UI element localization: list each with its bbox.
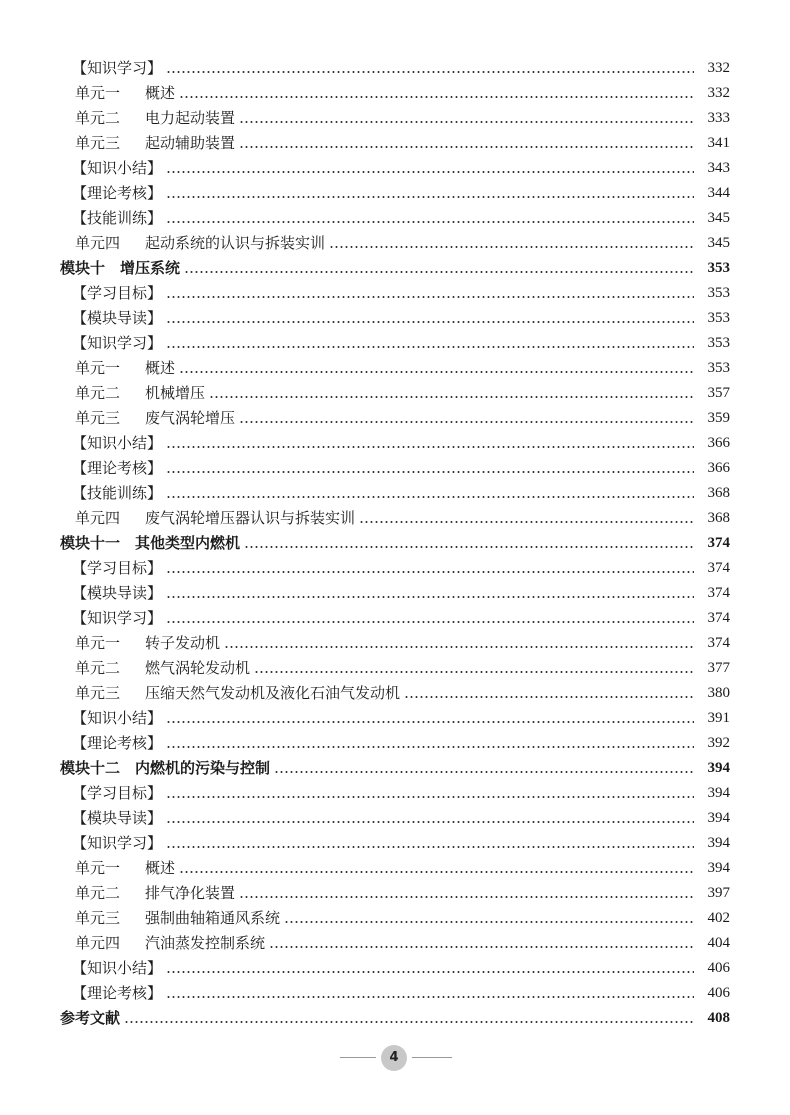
toc-entry-title: 【理论考核】: [72, 459, 163, 477]
dot-leader: [184, 271, 694, 273]
dot-leader: [179, 871, 694, 873]
toc-entry-title: 【学习目标】: [72, 559, 163, 577]
toc-unit-label: 单元三: [75, 134, 121, 152]
toc-page-number: 380: [707, 685, 730, 701]
dot-leader: [166, 571, 694, 573]
toc-entry: [0, 331, 790, 356]
toc-unit-label: 单元二: [75, 384, 121, 402]
toc-page-number: 402: [707, 910, 730, 926]
toc-entry-title: 【知识小结】: [72, 434, 163, 452]
dot-leader: [166, 621, 694, 623]
dot-leader: [166, 746, 694, 748]
toc-unit-title: 强制曲轴箱通风系统: [145, 909, 281, 927]
toc-entry-title: [75, 231, 325, 256]
toc-entry-title: [75, 681, 400, 706]
toc-entry: [0, 781, 790, 806]
toc-entry-title: 【理论考核】: [72, 734, 163, 752]
toc-page-number: 343: [707, 160, 730, 176]
toc-entry: [0, 856, 790, 881]
dot-leader: [166, 796, 694, 798]
toc-entry-title: [75, 631, 220, 656]
toc-entry-title: 【理论考核】: [72, 184, 163, 202]
toc-unit-title: 汽油蒸发控制系统: [145, 934, 266, 952]
toc-page-number: 408: [707, 1010, 730, 1026]
dot-leader: [166, 296, 694, 298]
toc-page-number: 366: [707, 460, 730, 476]
toc-page-number: 406: [707, 985, 730, 1001]
table-of-contents: [0, 56, 790, 1031]
dot-leader: [239, 146, 694, 148]
toc-entry-title: [75, 931, 265, 956]
toc-unit-label: 单元四: [75, 509, 121, 527]
dot-leader: [166, 196, 694, 198]
toc-unit-title: 电力起动装置: [145, 109, 236, 127]
toc-entry: [0, 131, 790, 156]
toc-entry: [0, 106, 790, 131]
toc-unit-title: 压缩天然气发动机及液化石油气发动机: [145, 684, 401, 702]
toc-entry-title: 【知识学习】: [72, 609, 163, 627]
toc-entry-title: [75, 881, 235, 906]
toc-entry: [0, 81, 790, 106]
toc-entry-title: [75, 106, 235, 131]
dot-leader: [166, 496, 694, 498]
toc-entry-title: 模块十一 其他类型内燃机: [60, 534, 241, 552]
toc-page-number: 368: [707, 485, 730, 501]
footer-rule-left: [340, 1057, 376, 1058]
toc-entry: [0, 56, 790, 81]
dot-leader: [269, 946, 694, 948]
toc-entry-title: 【理论考核】: [72, 984, 163, 1002]
toc-entry: [0, 156, 790, 181]
dot-leader: [239, 896, 694, 898]
toc-page-number: 391: [707, 710, 730, 726]
toc-entry-title: [75, 406, 235, 431]
toc-entry-title: 【模块导读】: [72, 584, 163, 602]
toc-page-number: 374: [707, 610, 730, 626]
toc-unit-title: 转子发动机: [145, 634, 221, 652]
toc-entry: [0, 606, 790, 631]
toc-entry: [0, 281, 790, 306]
toc-entry-title: 模块十 增压系统: [60, 259, 181, 277]
toc-entry: [0, 931, 790, 956]
toc-unit-label: 单元四: [75, 934, 121, 952]
toc-page-number: 359: [707, 410, 730, 426]
toc-entry-title: [75, 381, 205, 406]
toc-entry: [0, 956, 790, 981]
dot-leader: [166, 221, 694, 223]
toc-unit-label: 单元一: [75, 634, 121, 652]
dot-leader: [254, 671, 694, 673]
toc-page-number: 333: [707, 110, 730, 126]
toc-unit-label: 单元一: [75, 859, 121, 877]
dot-leader: [274, 771, 694, 773]
toc-unit-title: 废气涡轮增压器认识与拆装实训: [145, 509, 356, 527]
toc-entry-title: 【知识小结】: [72, 159, 163, 177]
toc-unit-title: 概述: [145, 84, 176, 102]
dot-leader: [224, 646, 694, 648]
toc-page-number: 394: [707, 810, 730, 826]
toc-entry-title: [75, 356, 175, 381]
toc-entry: [0, 556, 790, 581]
toc-entry: [0, 806, 790, 831]
toc-entry: [0, 631, 790, 656]
dot-leader: [284, 921, 694, 923]
toc-page-number: 374: [707, 535, 730, 551]
toc-entry: [0, 306, 790, 331]
toc-module-entry: [0, 256, 790, 281]
toc-page-number: 341: [707, 135, 730, 151]
toc-unit-label: 单元三: [75, 909, 121, 927]
toc-page-number: 374: [707, 635, 730, 651]
toc-entry: [0, 406, 790, 431]
toc-page-number: 353: [707, 360, 730, 376]
toc-entry: [0, 681, 790, 706]
toc-unit-title: 起动辅助装置: [145, 134, 236, 152]
toc-entry: [0, 206, 790, 231]
dot-leader: [244, 546, 694, 548]
dot-leader: [166, 471, 694, 473]
toc-entry: [0, 431, 790, 456]
dot-leader: [329, 246, 694, 248]
toc-module-entry: [0, 1006, 790, 1031]
toc-page-number: 332: [707, 60, 730, 76]
dot-leader: [166, 821, 694, 823]
toc-page-number: 345: [707, 235, 730, 251]
toc-unit-label: 单元二: [75, 109, 121, 127]
toc-entry-title: 【学习目标】: [72, 284, 163, 302]
toc-entry: [0, 831, 790, 856]
toc-unit-title: 废气涡轮增压: [145, 409, 236, 427]
toc-page-number: 345: [707, 210, 730, 226]
toc-entry-title: [75, 131, 235, 156]
toc-module-entry: [0, 756, 790, 781]
toc-unit-title: 概述: [145, 859, 176, 877]
toc-entry-title: [75, 506, 355, 531]
toc-entry-title: [75, 906, 280, 931]
dot-leader: [239, 121, 694, 123]
toc-entry-title: 【学习目标】: [72, 784, 163, 802]
toc-entry-title: [75, 656, 250, 681]
toc-unit-title: 起动系统的认识与拆装实训: [145, 234, 326, 252]
toc-entry: [0, 581, 790, 606]
toc-page-number: 353: [707, 335, 730, 351]
dot-leader: [166, 971, 694, 973]
toc-page-number: 374: [707, 560, 730, 576]
toc-entry-title: 【知识小结】: [72, 709, 163, 727]
toc-entry: [0, 731, 790, 756]
dot-leader: [166, 346, 694, 348]
toc-page-number: 394: [707, 760, 730, 776]
toc-unit-title: 概述: [145, 359, 176, 377]
toc-entry-title: 模块十二 内燃机的污染与控制: [60, 759, 271, 777]
toc-page-number: 377: [707, 660, 730, 676]
toc-entry-title: 【知识小结】: [72, 959, 163, 977]
toc-unit-label: 单元一: [75, 359, 121, 377]
toc-entry-title: 【知识学习】: [72, 334, 163, 352]
dot-leader: [359, 521, 694, 523]
dot-leader: [166, 171, 694, 173]
toc-entry-title: 【技能训练】: [72, 209, 163, 227]
dot-leader: [166, 846, 694, 848]
toc-unit-label: 单元二: [75, 659, 121, 677]
page-footer: [0, 1043, 790, 1073]
toc-page-number: 406: [707, 960, 730, 976]
toc-unit-label: 单元一: [75, 84, 121, 102]
dot-leader: [179, 96, 694, 98]
dot-leader: [404, 696, 694, 698]
dot-leader: [179, 371, 694, 373]
toc-entry-title: 【技能训练】: [72, 484, 163, 502]
toc-page-number: 353: [707, 260, 730, 276]
dot-leader: [209, 396, 694, 398]
toc-entry-title: [75, 856, 175, 881]
toc-entry-title: [75, 81, 175, 106]
dot-leader: [124, 1021, 694, 1023]
toc-entry: [0, 506, 790, 531]
toc-page-number: 353: [707, 310, 730, 326]
toc-entry: [0, 381, 790, 406]
dot-leader: [166, 596, 694, 598]
toc-page-number: 394: [707, 835, 730, 851]
toc-entry-title: 参考文献: [60, 1009, 121, 1027]
dot-leader: [166, 321, 694, 323]
toc-unit-title: 燃气涡轮发动机: [145, 659, 251, 677]
toc-entry: [0, 981, 790, 1006]
dot-leader: [166, 71, 694, 73]
toc-entry: [0, 181, 790, 206]
toc-entry-title: 【知识学习】: [72, 59, 163, 77]
dot-leader: [166, 721, 694, 723]
toc-page-number: 374: [707, 585, 730, 601]
toc-entry-title: 【模块导读】: [72, 809, 163, 827]
toc-page-number: 357: [707, 385, 730, 401]
toc-entry: [0, 456, 790, 481]
toc-page-number: 394: [707, 785, 730, 801]
toc-page-number: 366: [707, 435, 730, 451]
dot-leader: [166, 996, 694, 998]
toc-entry: [0, 356, 790, 381]
toc-page-number: 397: [707, 885, 730, 901]
dot-leader: [166, 446, 694, 448]
toc-page-number: 404: [707, 935, 730, 951]
toc-page-number: 344: [707, 185, 730, 201]
toc-unit-label: 单元三: [75, 409, 121, 427]
toc-entry: [0, 231, 790, 256]
toc-module-entry: [0, 531, 790, 556]
toc-unit-label: 单元二: [75, 884, 121, 902]
toc-entry: [0, 656, 790, 681]
toc-entry-title: 【知识学习】: [72, 834, 163, 852]
toc-unit-label: 单元三: [75, 684, 121, 702]
page-number: 4: [381, 1045, 407, 1071]
toc-entry-title: 【模块导读】: [72, 309, 163, 327]
toc-entry: [0, 706, 790, 731]
toc-page-number: 353: [707, 285, 730, 301]
toc-page-number: 368: [707, 510, 730, 526]
toc-unit-title: 排气净化装置: [145, 884, 236, 902]
toc-page-number: 394: [707, 860, 730, 876]
toc-entry: [0, 881, 790, 906]
toc-entry: [0, 481, 790, 506]
toc-page-number: 392: [707, 735, 730, 751]
toc-entry: [0, 906, 790, 931]
toc-unit-title: 机械增压: [145, 384, 206, 402]
toc-unit-label: 单元四: [75, 234, 121, 252]
dot-leader: [239, 421, 694, 423]
footer-rule-right: [412, 1057, 452, 1058]
toc-page-number: 332: [707, 85, 730, 101]
